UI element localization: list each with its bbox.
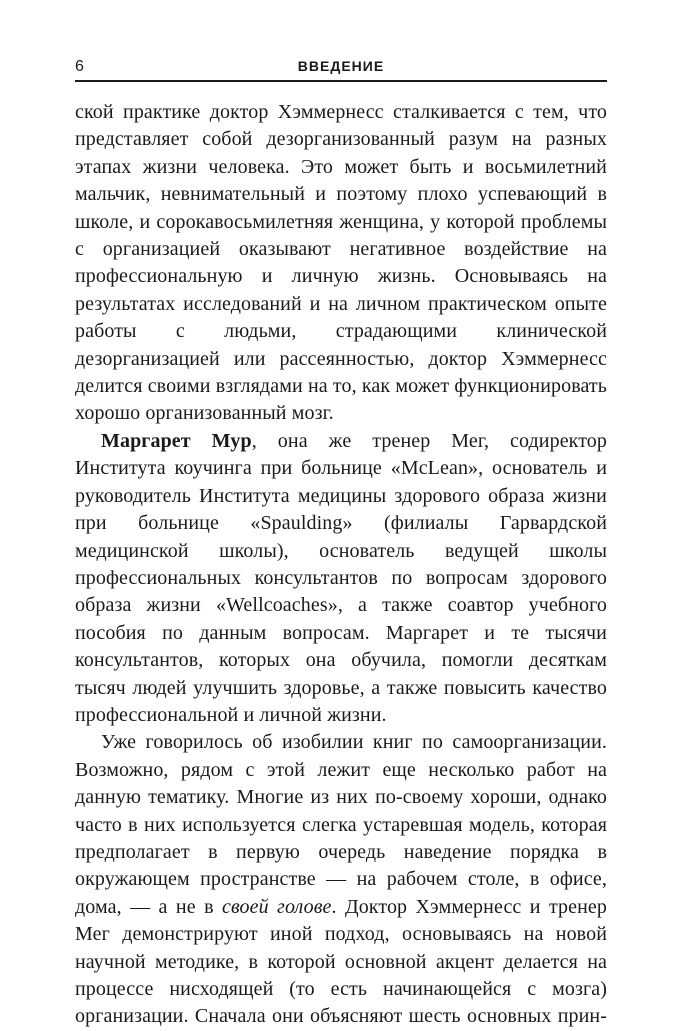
paragraph-3-text-after: . Доктор Хэммернесс и тренер Мег демонстрируют иной подход, основываясь на новой научной методике, в которой основной акцент делается на процессе нисходящей (то есть начинающейся с мозга) организации. Сначала они объясняют шесть основных прин- xyxy=(75,895,607,1028)
page-number: 6 xyxy=(75,58,85,75)
paragraph-1 xyxy=(75,99,607,428)
body-text xyxy=(75,99,607,1031)
section-title: ВВЕДЕНИЕ xyxy=(297,58,385,74)
paragraph-3 xyxy=(75,729,607,1030)
paragraph-2-text: , она же тренер Мег, содиректор Института коучинга при больнице «McLean», основатель и руководитель Института медицины здорового образа жизни при больнице «Spaulding» (филиалы Гарвардской медицинской школы), основатель ведущей школы профессиональных консультантов по вопросам здорового образа жизни «Wellcoaches», а также соавтор учебного пособия по данным вопросам. Маргарет и те тысячи консультантов, которых она обучила, помогли десяткам тысяч людей улучшить здоровье, а также повысить качество профессиональной и личной жизни. xyxy=(75,429,608,726)
paragraph-2 xyxy=(75,428,607,729)
person-name: Маргарет Мур xyxy=(101,429,252,452)
running-head xyxy=(75,56,607,80)
paragraph-1-text: ской практике доктор Хэммернесс сталкивается с тем, что представляет собой дезорганизованный разум на разных этапах жизни человека. Это может быть и восьмилетний мальчик, невнимательный и поэтому плохо успевающий в школе, и сорокавосьмилетняя женщина, у которой проблемы с организацией оказывают негативное воздействие на профессиональную и личную жизнь. Основываясь на результатах исследований и на личном практическом опыте работы с людьми, страдающими клинической дезорганизацией или рассеянностью, доктор Хэммернесс делится своими взглядами на то, как может функционировать хорошо организованный мозг. xyxy=(75,101,607,425)
paragraph-3-text-before: Уже говорилось об изобилии книг по самоорганизации. Возможно, рядом с этой лежит еще несколько работ на данную тематику. Многие из них по-своему хороши, однако часто в них используется слегка устаревшая модель, которая предполагает в первую очередь наведение порядка в окружающем пространстве — на рабочем столе, в офисе, дома, — а не в xyxy=(75,731,607,918)
emphasis-text: своей голове xyxy=(222,895,332,918)
header-rule xyxy=(75,80,607,82)
